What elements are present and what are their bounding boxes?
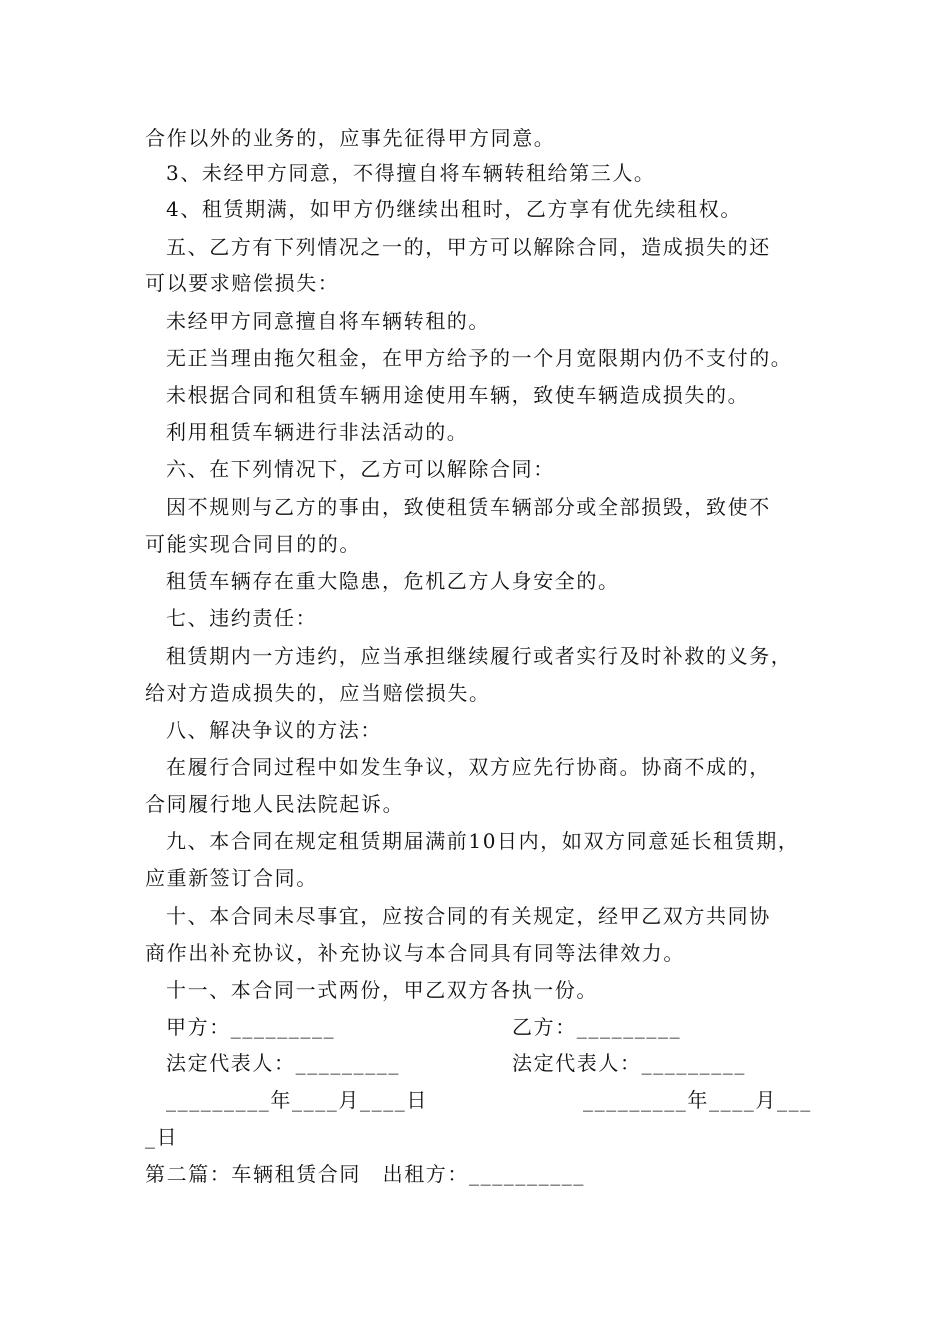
paragraph-line: 租赁期内一方违约，应当承担继续履行或者实行及时补救的义务， xyxy=(166,644,793,668)
paragraph-line: 合作以外的业务的，应事先征得甲方同意。 xyxy=(145,126,556,150)
party-b-signature-field: 乙方：_________ xyxy=(512,1015,682,1039)
paragraph-line: 给对方造成损失的，应当赔偿损失。 xyxy=(145,681,491,705)
paragraph-line: 七、违约责任： xyxy=(166,606,318,630)
paragraph-line: 十、本合同未尽事宜，应按合同的有关规定，经甲乙双方共同协 xyxy=(166,904,771,928)
paragraph-line: 在履行合同过程中如发生争议，双方应先行协商。协商不成的， xyxy=(166,755,771,779)
paragraph-line: 利用租赁车辆进行非法活动的。 xyxy=(166,420,469,444)
party-b-date-field: _________年____月___ xyxy=(583,1088,812,1112)
paragraph-line: 合同履行地人民法院起诉。 xyxy=(145,792,405,816)
next-section-heading: 第二篇：车辆租赁合同 出租方：__________ xyxy=(145,1162,585,1186)
paragraph-line: 因不规则与乙方的事由，致使租赁车辆部分或全部损毁，致使不 xyxy=(166,495,771,519)
party-b-representative-field: 法定代表人：_________ xyxy=(512,1051,746,1075)
paragraph-line: 租赁车辆存在重大隐患，危机乙方人身安全的。 xyxy=(166,569,620,593)
paragraph-line: 未经甲方同意擅自将车辆转租的。 xyxy=(166,309,490,333)
paragraph-line: 可以要求赔偿损失： xyxy=(145,271,340,295)
paragraph-line: 无正当理由拖欠租金，在甲方给予的一个月宽限期内仍不支付的。 xyxy=(166,346,793,370)
paragraph-line: 可能实现合同目的的。 xyxy=(145,532,361,556)
party-b-date-field-continued: _日 xyxy=(145,1125,179,1149)
party-a-date-field: _________年____月____日 xyxy=(166,1088,428,1112)
paragraph-line: 九、本合同在规定租赁期届满前10日内，如双方同意延长租赁期， xyxy=(166,829,800,853)
paragraph-line: 未根据合同和租赁车辆用途使用车辆，致使车辆造成损失的。 xyxy=(166,383,750,407)
paragraph-line: 应重新签订合同。 xyxy=(145,866,318,890)
paragraph-line: 十一、本合同一式两份，甲乙双方各执一份。 xyxy=(166,978,598,1002)
party-a-representative-field: 法定代表人：_________ xyxy=(166,1051,400,1075)
paragraph-line: 八、解决争议的方法： xyxy=(166,718,382,742)
paragraph-line: 五、乙方有下列情况之一的，甲方可以解除合同，造成损失的还 xyxy=(166,235,771,259)
paragraph-line: 商作出补充协议，补充协议与本合同具有同等法律效力。 xyxy=(145,941,685,965)
paragraph-line: 4、租赁期满，如甲方仍继续出租时，乙方享有优先续租权。 xyxy=(166,197,742,221)
party-a-signature-field: 甲方：_________ xyxy=(166,1015,336,1039)
paragraph-line: 3、未经甲方同意，不得擅自将车辆转租给第三人。 xyxy=(166,161,656,185)
paragraph-line: 六、在下列情况下，乙方可以解除合同： xyxy=(166,457,555,481)
